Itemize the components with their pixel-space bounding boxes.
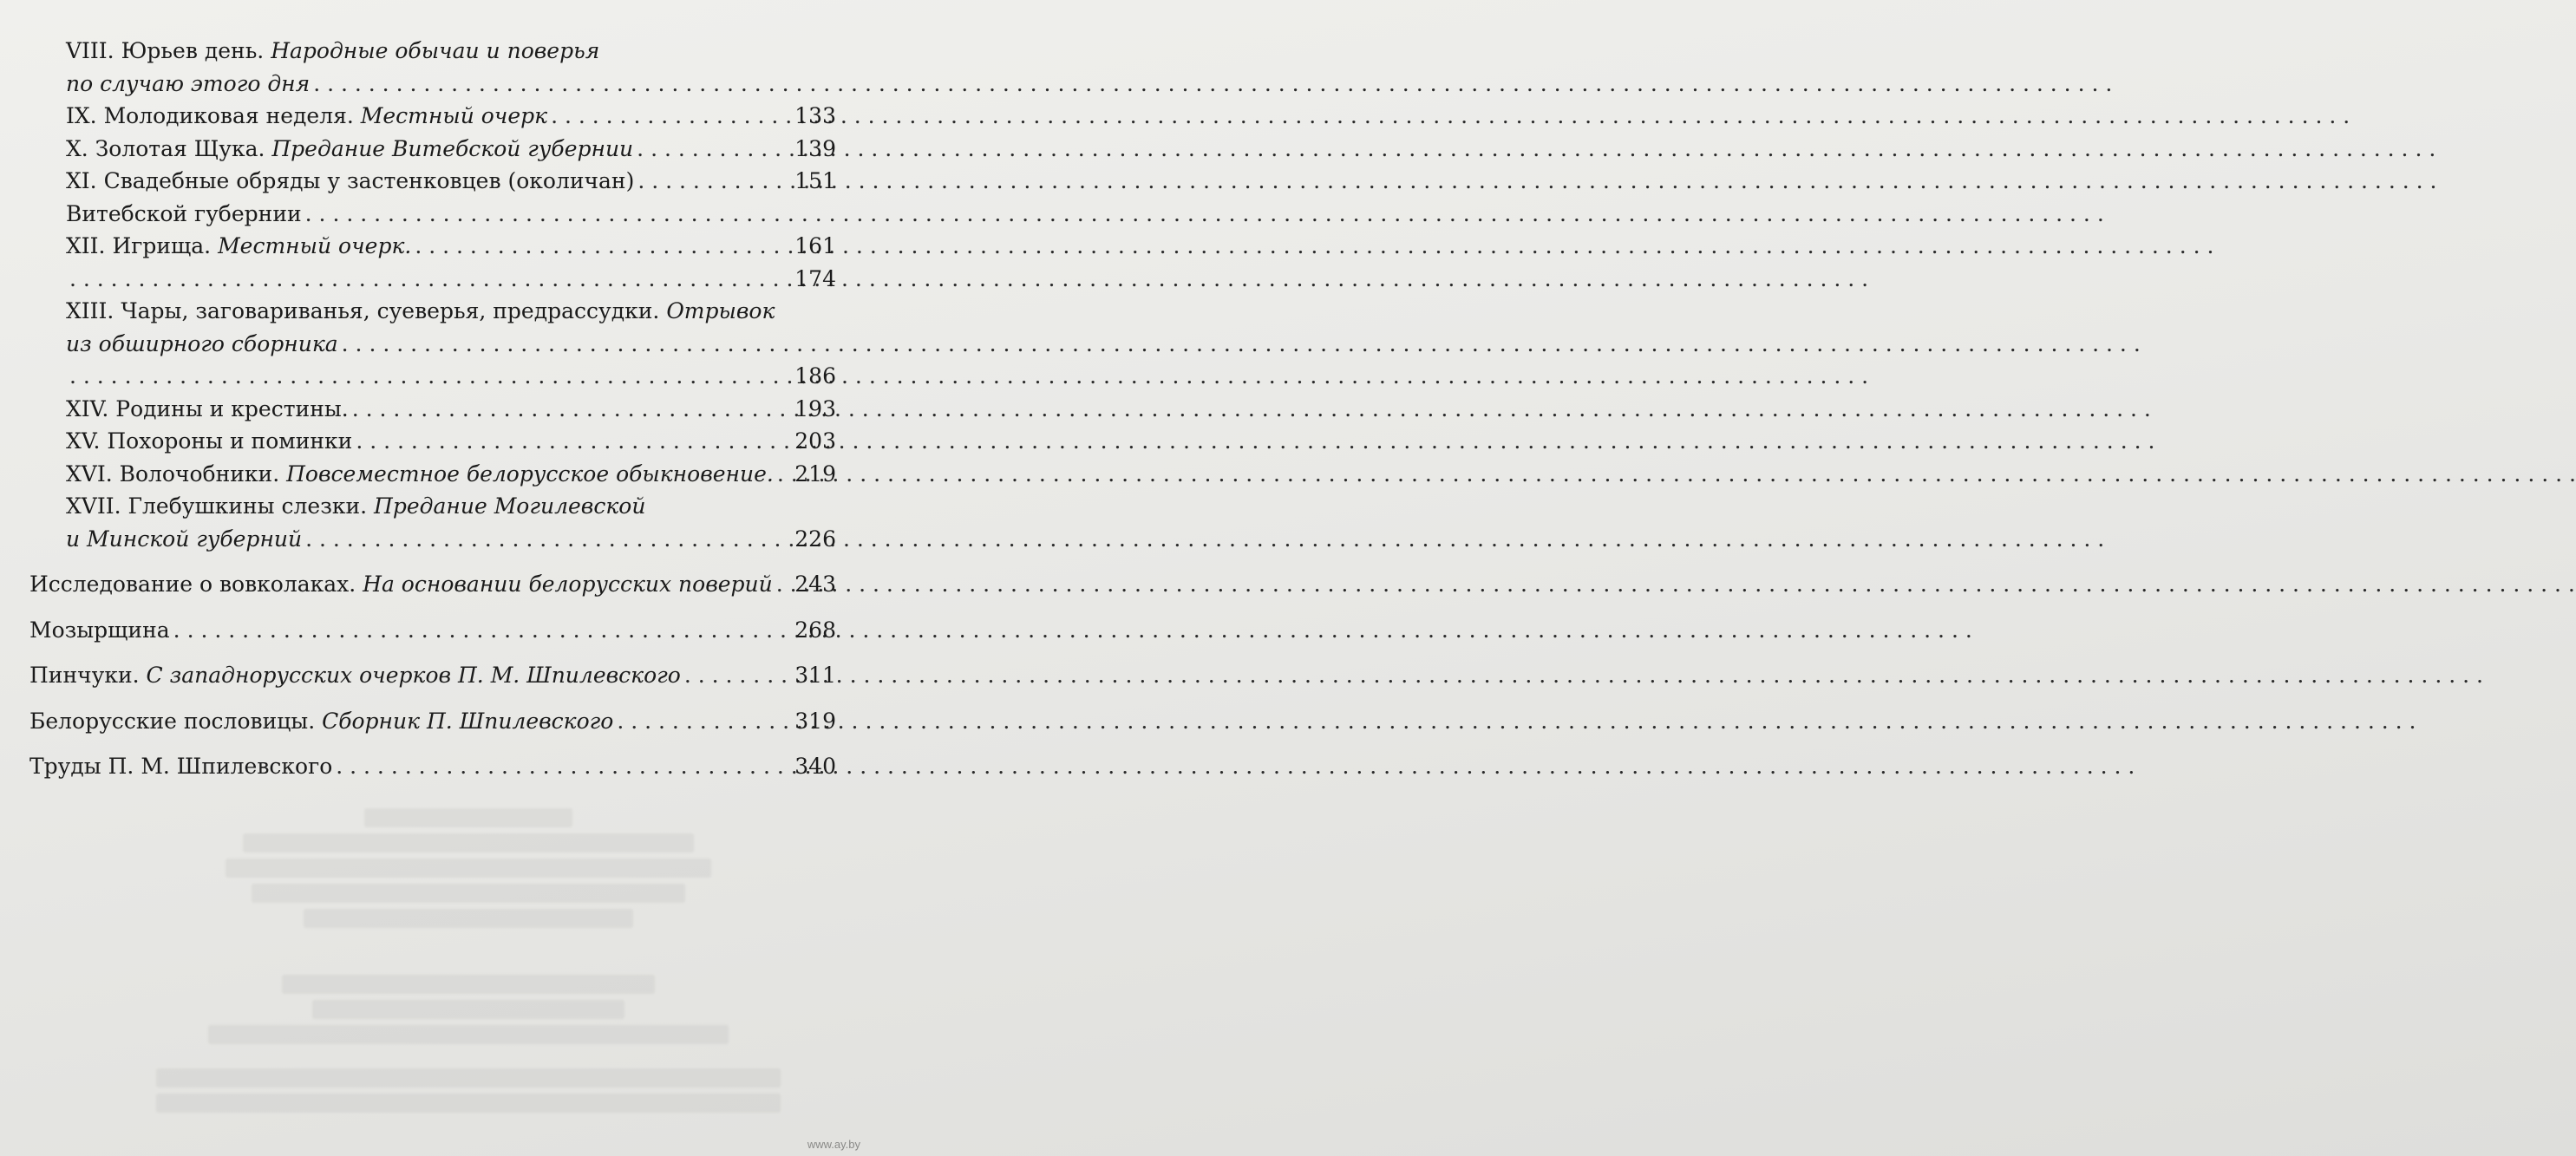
- leader-dots: [551, 100, 791, 133]
- title-plain-text: XI. Свадебные обряды у застенковцев (околичан): [66, 168, 635, 193]
- toc-line: [66, 295, 836, 328]
- toc-chapter-entry: [29, 100, 836, 133]
- title-italic-subtitle: Народные обычаи и поверья: [271, 38, 600, 63]
- title-plain-text: XVII. Глебушкины слезки.: [66, 493, 375, 519]
- title-plain-text: Исследование о вовколаках.: [29, 571, 363, 597]
- entry-title: [66, 458, 774, 491]
- page-number: 319: [794, 708, 836, 734]
- toc-line: [66, 458, 836, 491]
- leader-dots: [415, 230, 791, 263]
- page-number: 219: [794, 460, 836, 487]
- entry-title: [66, 133, 633, 166]
- entry-title: [29, 614, 170, 647]
- title-plain-text: XV. Похороны и поминки: [66, 428, 353, 454]
- leader-dots: [342, 328, 798, 361]
- book-page: [0, 0, 867, 1156]
- entry-title: [66, 165, 634, 198]
- entry-title: [66, 230, 411, 263]
- page-number: 139: [794, 135, 836, 161]
- toc-line: [29, 659, 836, 692]
- page-number: 340: [794, 754, 836, 779]
- entry-title: [66, 328, 338, 361]
- page-number: 311: [794, 663, 836, 688]
- title-italic-subtitle: и Минской губерний: [66, 526, 303, 552]
- leader-dots: [305, 198, 798, 231]
- toc-line: [66, 68, 836, 101]
- entry-title: [66, 198, 302, 231]
- toc-line: [29, 568, 836, 601]
- toc-line: [66, 165, 836, 198]
- toc-line: [66, 425, 836, 458]
- leader-dots: [684, 659, 791, 692]
- title-italic-subtitle: по случаю этого дня: [66, 70, 311, 96]
- title-italic-subtitle: Предание Могилевской: [374, 493, 646, 519]
- toc-line: [29, 705, 836, 738]
- toc-section-entry: [29, 705, 836, 738]
- table-of-contents: [29, 35, 836, 783]
- title-plain-text: VIII. Юрьев день.: [66, 38, 271, 63]
- entry-title: [29, 750, 332, 783]
- entry-title: [66, 35, 599, 68]
- leader-dots: [305, 523, 791, 556]
- title-italic-subtitle: Местный очерк.: [218, 233, 412, 258]
- toc-line: [29, 750, 836, 783]
- toc-line: [66, 490, 836, 523]
- title-plain-text: X. Золотая Щука.: [66, 135, 272, 161]
- toc-chapter-entry: [29, 165, 836, 230]
- entry-title: [66, 100, 547, 133]
- title-plain-text: XII. Игрища.: [66, 233, 219, 258]
- title-plain-text: Витебской губернии: [66, 200, 302, 226]
- title-plain-text: XIII. Чары, заговариванья, суеверья, предрассудки.: [66, 298, 667, 323]
- page-number: 243: [794, 571, 836, 597]
- page-number: 203: [794, 428, 836, 454]
- leader-dots: [69, 263, 791, 296]
- toc-section-entry: [29, 568, 836, 601]
- entry-title: [29, 568, 773, 601]
- entry-title: [66, 425, 352, 458]
- title-plain-text: Труды П. М. Шпилевского: [29, 754, 333, 779]
- page-number: 161: [794, 233, 836, 258]
- entry-title: [66, 393, 349, 426]
- leader-dots: [352, 393, 792, 426]
- toc-line: [66, 360, 836, 393]
- title-plain-text: XVI. Волочобники.: [66, 460, 287, 487]
- title-italic-subtitle: Местный очерк: [360, 103, 548, 128]
- toc-line: [66, 523, 836, 556]
- faded-imprint-block: [104, 802, 833, 1119]
- entry-title: [66, 295, 775, 328]
- leader-dots: [637, 133, 791, 166]
- toc-line: [66, 263, 836, 296]
- title-italic-subtitle: С западнорусских очерков П. М. Шпилевского: [146, 663, 681, 688]
- leader-dots: [173, 614, 792, 647]
- leader-dots: [69, 360, 791, 393]
- title-italic-subtitle: На основании белорусских поверий: [363, 571, 773, 597]
- toc-chapter-entry: [29, 263, 836, 296]
- entry-title: [29, 705, 613, 738]
- page-number: 174: [794, 265, 836, 291]
- toc-chapter-entry: [29, 393, 836, 426]
- toc-line: [29, 614, 836, 647]
- leader-dots: [617, 705, 791, 738]
- toc-line: [66, 393, 836, 426]
- title-plain-text: Пинчуки.: [29, 663, 147, 688]
- toc-chapter-entry: [29, 490, 836, 555]
- leader-dots: [637, 165, 791, 198]
- leader-dots: [776, 568, 792, 601]
- toc-chapter-entry: [29, 425, 836, 458]
- toc-line: [66, 133, 836, 166]
- leader-dots: [777, 458, 791, 491]
- toc-chapter-entry: [29, 458, 836, 491]
- page-number: 193: [794, 395, 836, 421]
- toc-chapter-entry: [29, 295, 836, 360]
- title-italic-subtitle: Отрывок: [666, 298, 775, 323]
- toc-line: [66, 35, 836, 68]
- page-number: 186: [794, 363, 836, 389]
- page-number: 151: [794, 168, 836, 193]
- page-number: 268: [794, 617, 836, 643]
- entry-title: [66, 68, 310, 101]
- title-plain-text: Мозырщина: [29, 617, 170, 643]
- toc-line: [66, 198, 836, 231]
- toc-section-entry: [29, 659, 836, 692]
- toc-chapter-entry: [29, 133, 836, 166]
- toc-line: [66, 230, 836, 263]
- title-italic-subtitle: Предание Витебской губернии: [271, 135, 634, 161]
- toc-line: [66, 100, 836, 133]
- toc-chapter-entry: [29, 35, 836, 100]
- site-watermark: www.ay.by: [807, 1138, 860, 1151]
- leader-dots: [313, 68, 798, 101]
- leader-dots: [336, 750, 791, 783]
- entry-title: [66, 523, 302, 556]
- toc-section-entry: [29, 614, 836, 647]
- page-number: 133: [794, 103, 836, 128]
- entry-title: [29, 659, 681, 692]
- title-italic-subtitle: Сборник П. Шпилевского: [322, 708, 614, 734]
- toc-line: [66, 328, 836, 361]
- title-plain-text: XIV. Родины и крестины.: [66, 395, 349, 421]
- toc-chapter-entry: [29, 230, 836, 263]
- entry-title: [66, 490, 645, 523]
- title-plain-text: Белорусские пословицы.: [29, 708, 323, 734]
- title-italic-subtitle: Повсеместное белорусское обыкновение.: [286, 460, 774, 487]
- page-number: 226: [794, 526, 836, 552]
- title-italic-subtitle: из обширного сборника: [66, 330, 338, 356]
- leader-dots: [356, 425, 791, 458]
- toc-section-entry: [29, 750, 836, 783]
- toc-chapter-entry: [29, 360, 836, 393]
- title-plain-text: IX. Молодиковая неделя.: [66, 103, 361, 128]
